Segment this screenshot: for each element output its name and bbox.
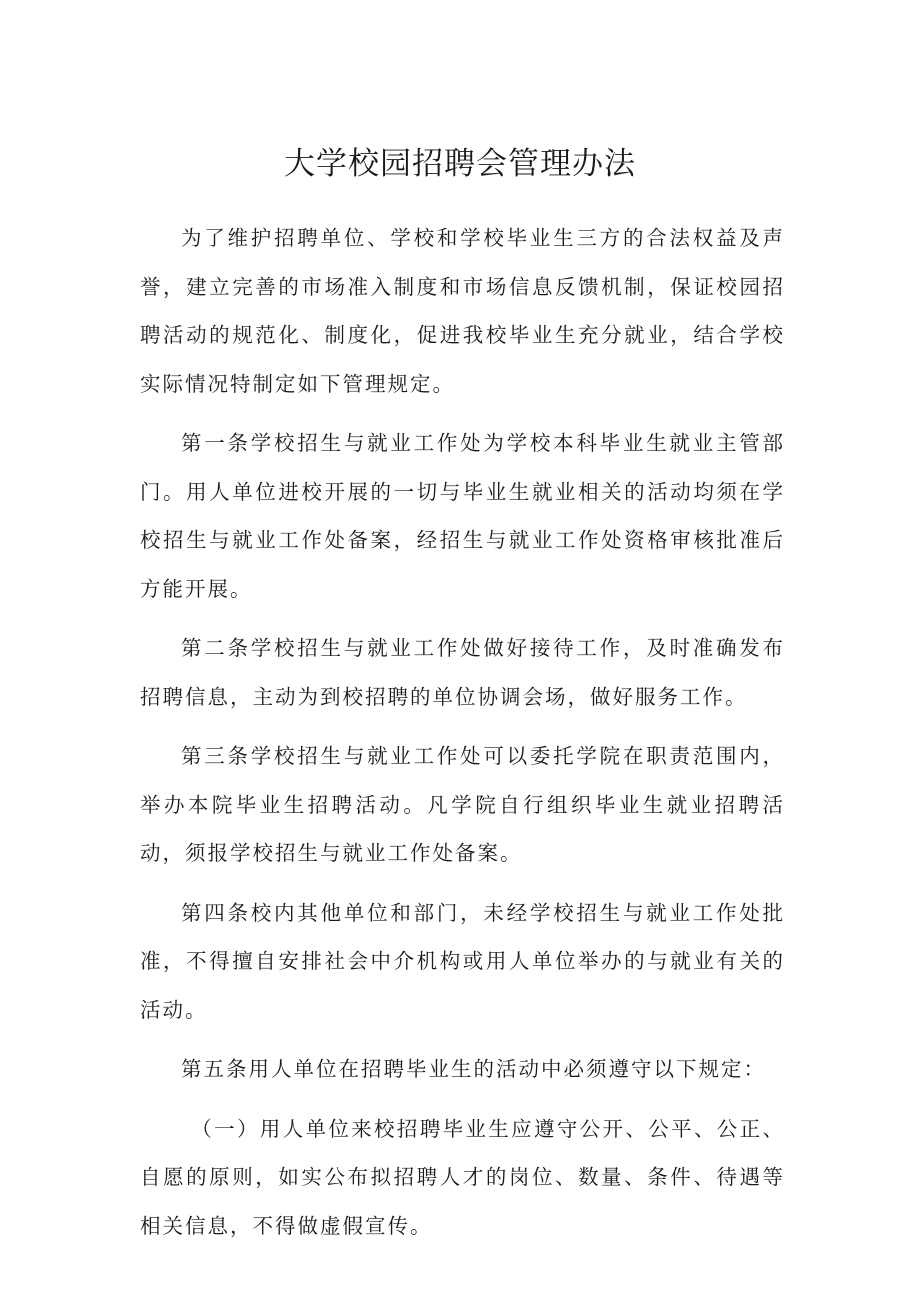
paragraph-article-1: 第一条学校招生与就业工作处为学校本科毕业生就业主管部门。用人单位进校开展的一切与毕业生就业相关的活动均须在学校招生与就业工作处备案，经招生与就业工作处资格审核批准后方能开展。 xyxy=(140,431,785,601)
paragraph-article-3: 第三条学校招生与就业工作处可以委托学院在职责范围内，举办本院毕业生招聘活动。凡学院自行组织毕业生就业招聘活动，须报学校招生与就业工作处备案。 xyxy=(140,744,785,865)
paragraph-article-5-item-1: （一）用人单位来校招聘毕业生应遵守公开、公平、公正、自愿的原则，如实公布拟招聘人才的岗位、数量、条件、待遇等相关信息，不得做虚假宣传。 xyxy=(140,1116,785,1238)
document-title: 大学校园招聘会管理办法 xyxy=(284,146,636,182)
paragraph-article-2: 第二条学校招生与就业工作处做好接待工作，及时准确发布招聘信息，主动为到校招聘的单位协调会场，做好服务工作。 xyxy=(140,636,785,709)
paragraph-preamble: 为了维护招聘单位、学校和学校毕业生三方的合法权益及声誉，建立完善的市场准入制度和市场信息反馈机制，保证校园招聘活动的规范化、制度化，促进我校毕业生充分就业，结合学校实际情况特制定如下管理规定。 xyxy=(140,226,785,396)
paragraph-article-5: 第五条用人单位在招聘毕业生的活动中必须遵守以下规定： xyxy=(181,1057,766,1081)
paragraph-article-4: 第四条校内其他单位和部门，未经学校招生与就业工作处批准，不得擅自安排社会中介机构或用人单位举办的与就业有关的活动。 xyxy=(140,900,785,1022)
document-body xyxy=(140,214,785,1261)
